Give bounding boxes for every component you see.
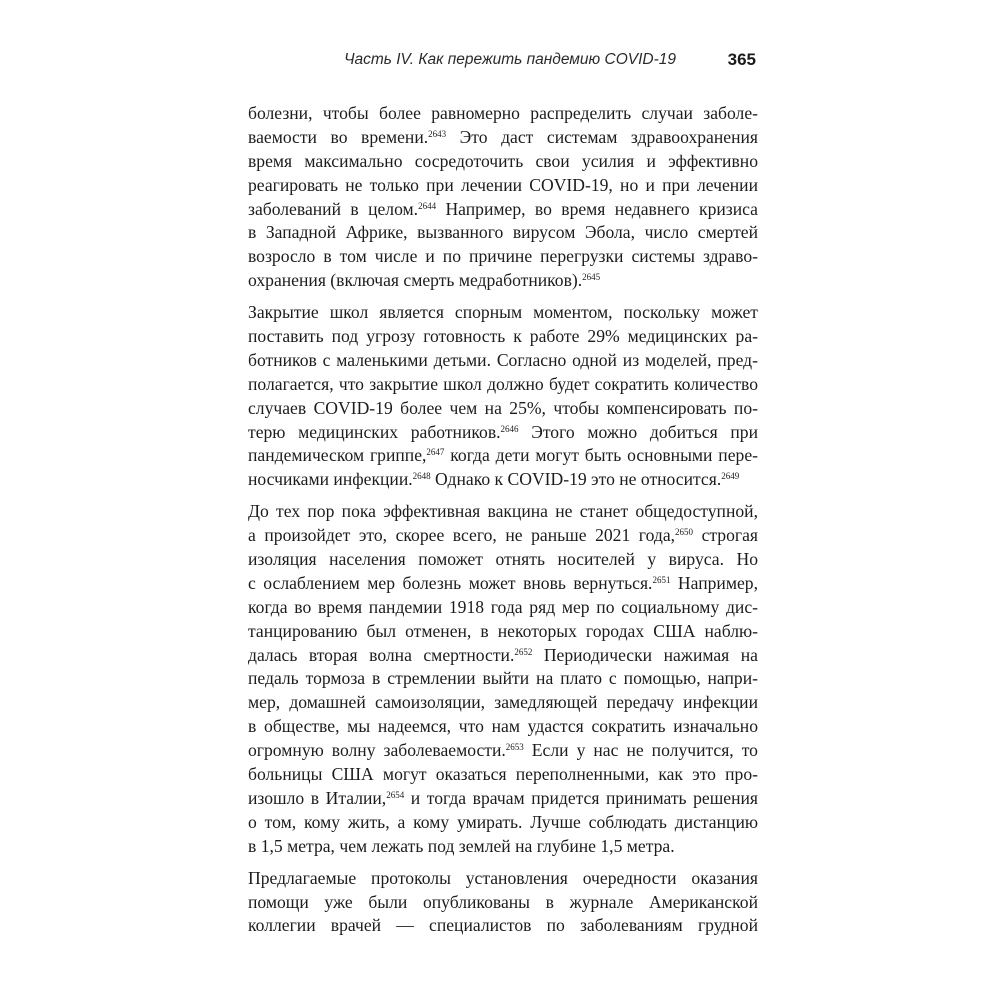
text-run: педаль тормоза в стремлении выйти на плато с помощью, напри-: [248, 668, 758, 689]
text-run: больницы США могут оказаться переполненными, как это про-: [248, 764, 758, 785]
text-line: [248, 221, 758, 245]
text-run: охранения (включая смерть медработников).: [248, 270, 583, 291]
footnote-ref[interactable]: 2654: [386, 789, 405, 800]
text-line: [248, 787, 758, 811]
text-run: Предлагаемые протоколы установления очередности оказания: [248, 867, 758, 888]
text-line: [248, 667, 758, 691]
text-line: [248, 174, 758, 198]
text-line: [248, 596, 758, 620]
text-run: в 1,5 метра, чем лежать под землей на глубине 1,5 метра.: [248, 835, 675, 856]
text-run: пандемическом гриппе,: [248, 445, 427, 466]
text-line: [248, 835, 758, 859]
text-run: коллегии врачей — специалистов по заболеваниям грудной: [248, 915, 758, 936]
text-line: [248, 644, 758, 668]
text-line: [248, 891, 758, 915]
text-run: и тогда врачам придется принимать решения: [404, 787, 759, 808]
text-line: [248, 739, 758, 763]
body-text: [248, 102, 758, 946]
text-line: [248, 548, 758, 572]
running-title: Часть IV. Как пережить пандемию COVID-19: [344, 51, 676, 68]
text-line: [248, 421, 758, 445]
text-run: изошло в Италии,: [248, 787, 387, 808]
text-run: строгая: [693, 525, 758, 546]
text-line: [248, 691, 758, 715]
text-run: огромную волну заболеваемости.: [248, 740, 506, 761]
text-run: а произойдет это, скорее всего, не раньше 2021 года,: [248, 525, 676, 546]
text-run: Этого можно добиться при: [518, 421, 758, 442]
text-run: помощи уже были опубликованы в журнале Американской: [248, 891, 758, 912]
text-run: мер, домашней самоизоляции, замедляющей передачу инфекции: [248, 692, 758, 713]
text-run: танцированию был отменен, в некоторых городах США наблю-: [248, 620, 758, 641]
text-run: Например,: [670, 572, 758, 593]
footnote-ref[interactable]: 2653: [505, 742, 524, 753]
footnote-ref[interactable]: 2652: [514, 646, 533, 657]
text-run: реагировать не только при лечении COVID-19, но и при лечении: [248, 174, 758, 195]
text-run: поставить под угрозу готовность к работе 29% медицинских ра-: [248, 326, 758, 347]
page-number: 365: [727, 50, 756, 69]
text-line: [248, 444, 758, 468]
paragraph: [248, 867, 758, 939]
text-line: [248, 763, 758, 787]
text-run: время максимально сосредоточить свои усилия и эффективно: [248, 150, 758, 171]
text-line: [248, 620, 758, 644]
text-line: [248, 269, 758, 293]
text-line: [248, 150, 758, 174]
text-line: [248, 867, 758, 891]
footnote-ref[interactable]: 2647: [426, 447, 445, 458]
text-line: [248, 349, 758, 373]
paragraph: [248, 301, 758, 492]
text-run: далась вторая волна смертности.: [248, 644, 515, 665]
footnote-ref[interactable]: 2643: [428, 128, 447, 139]
text-run: ваемости во времени.: [248, 126, 429, 147]
text-run: когда во время пандемии 1918 года ряд мер по социальному дис-: [248, 596, 758, 617]
text-run: ботников с маленькими детьми. Согласно одной из моделей, пред-: [248, 349, 758, 370]
text-line: [248, 301, 758, 325]
running-header: [248, 50, 758, 76]
text-run: носчиками инфекции.: [248, 469, 413, 490]
text-run: До тех пор пока эффективная вакцина не станет общедоступной,: [248, 501, 758, 522]
text-run: терю медицинских работников.: [248, 421, 501, 442]
text-line: [248, 572, 758, 596]
text-line: [248, 325, 758, 349]
footnote-ref[interactable]: 2651: [652, 574, 671, 585]
text-run: о том, кому жить, а кому умирать. Лучше соблюдать дистанцию: [248, 811, 758, 832]
footnote-ref[interactable]: 2646: [500, 423, 519, 434]
paragraph: [248, 102, 758, 293]
text-run: Однако к COVID-19 это не относится.: [430, 469, 722, 490]
text-run: в Западной Африке, вызванного вирусом Эбола, число смертей: [248, 222, 758, 243]
paragraph: [248, 500, 758, 858]
text-run: Периодически нажимая на: [532, 644, 758, 665]
text-line: [248, 715, 758, 739]
footnote-ref[interactable]: 2648: [412, 471, 431, 482]
text-run: Закрытие школ является спорным моментом, поскольку может: [248, 302, 758, 323]
text-line: [248, 245, 758, 269]
text-run: Например, во время недавнего кризиса: [436, 198, 758, 219]
text-run: заболеваний в целом.: [248, 198, 419, 219]
text-line: [248, 500, 758, 524]
footnote-ref[interactable]: 2645: [582, 272, 601, 283]
text-run: полагается, что закрытие школ должно будет сократить количество: [248, 373, 758, 394]
text-line: [248, 198, 758, 222]
text-run: случаев COVID-19 более чем на 25%, чтобы компенсировать по-: [248, 397, 758, 418]
text-line: [248, 102, 758, 126]
text-line: [248, 126, 758, 150]
text-run: Это даст системам здравоохранения: [446, 126, 759, 147]
text-line: [248, 524, 758, 548]
text-run: в обществе, мы надеемся, что нам удастся сократить изначально: [248, 716, 758, 737]
text-line: [248, 373, 758, 397]
text-run: Если у нас не получится, то: [523, 740, 758, 761]
text-run: возросло в том числе и по причине перегрузки системы здраво-: [248, 246, 758, 267]
text-run: изоляция населения поможет отнять носителей у вируса. Но: [248, 549, 758, 570]
text-line: [248, 914, 758, 938]
footnote-ref[interactable]: 2650: [675, 527, 694, 538]
footnote-ref[interactable]: 2644: [418, 200, 437, 211]
footnote-ref[interactable]: 2649: [721, 471, 740, 482]
text-line: [248, 811, 758, 835]
text-run: болезни, чтобы более равномерно распределить случаи заболе-: [248, 103, 758, 123]
text-run: с ослаблением мер болезнь может вновь вернуться.: [248, 572, 653, 593]
text-line: [248, 468, 758, 492]
text-run: когда дети могут быть основными пере-: [444, 445, 758, 466]
text-line: [248, 397, 758, 421]
